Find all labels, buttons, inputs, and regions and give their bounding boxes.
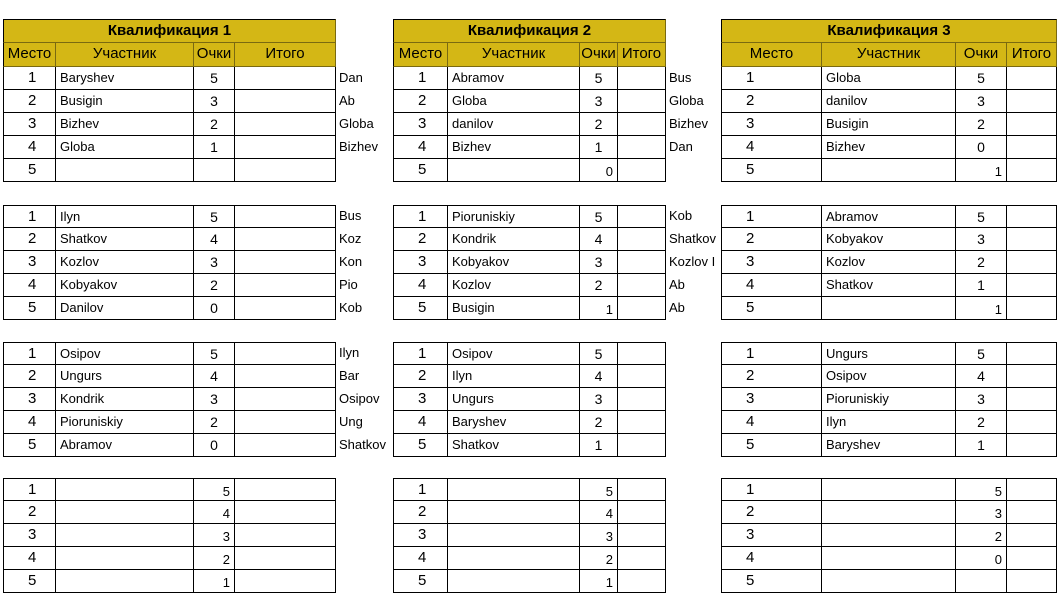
points-cell[interactable]: 5 [194, 205, 235, 228]
side-note-cell[interactable]: Ab [669, 277, 685, 292]
place-cell[interactable]: 1 [393, 478, 448, 501]
participant-cell[interactable]: Kobyakov [822, 228, 956, 251]
total-cell[interactable] [235, 228, 336, 251]
points-cell[interactable]: 3 [580, 388, 618, 411]
place-cell[interactable]: 4 [3, 411, 56, 434]
column-header: Место [393, 43, 448, 67]
side-note-cell[interactable] [336, 570, 393, 593]
participant-cell[interactable]: danilov [822, 90, 956, 113]
participant-cell[interactable] [822, 524, 956, 547]
side-note-cell[interactable] [666, 501, 721, 524]
place-cell[interactable]: 4 [721, 547, 822, 570]
side-note-cell[interactable] [666, 342, 721, 365]
total-cell[interactable] [235, 388, 336, 411]
total-cell[interactable] [1007, 388, 1057, 411]
points-cell[interactable]: 3 [194, 388, 235, 411]
table-title-3: Квалификация 3 [721, 19, 1057, 43]
total-cell[interactable] [1007, 90, 1057, 113]
participant-cell[interactable] [448, 570, 580, 593]
points-cell[interactable]: 1 [580, 434, 618, 457]
side-note-cell[interactable] [336, 159, 393, 182]
participant-cell[interactable]: Kozlov [448, 274, 580, 297]
side-note-cell[interactable]: Shatkov [669, 231, 716, 246]
participant-cell[interactable]: Kondrik [448, 228, 580, 251]
total-cell[interactable] [1007, 159, 1057, 182]
place-cell[interactable]: 5 [721, 297, 822, 320]
total-cell[interactable] [1007, 365, 1057, 388]
place-cell[interactable]: 2 [3, 90, 56, 113]
side-note-cell[interactable]: Ab [669, 300, 685, 315]
side-note-cell[interactable]: Bar [339, 368, 360, 383]
points-cell[interactable]: 3 [580, 251, 618, 274]
column-header: Место [3, 43, 56, 67]
place-cell[interactable]: 4 [721, 411, 822, 434]
participant-cell[interactable]: Bizhev [448, 136, 580, 159]
place-cell[interactable]: 2 [393, 365, 448, 388]
total-cell[interactable] [618, 547, 666, 570]
participant-cell[interactable]: Globa [448, 90, 580, 113]
place-cell[interactable]: 2 [721, 365, 822, 388]
total-cell[interactable] [1007, 274, 1057, 297]
side-note-cell[interactable]: Bus [339, 208, 362, 223]
total-cell[interactable] [618, 365, 666, 388]
points-cell[interactable] [956, 570, 1007, 593]
points-cell[interactable]: 2 [194, 411, 235, 434]
place-cell[interactable]: 5 [393, 297, 448, 320]
place-cell[interactable]: 1 [721, 67, 822, 90]
place-cell[interactable]: 1 [393, 67, 448, 90]
column-header: Участник [56, 43, 194, 67]
place-cell[interactable]: 5 [3, 159, 56, 182]
place-cell[interactable]: 2 [3, 501, 56, 524]
points-cell[interactable]: 5 [956, 342, 1007, 365]
side-note-cell[interactable]: Globa [669, 93, 704, 108]
points-cell[interactable]: 1 [194, 136, 235, 159]
points-cell[interactable]: 3 [580, 524, 618, 547]
participant-cell[interactable]: Osipov [448, 342, 580, 365]
total-cell[interactable] [618, 228, 666, 251]
total-cell[interactable] [1007, 570, 1057, 593]
participant-cell[interactable]: Ungurs [822, 342, 956, 365]
participant-cell[interactable] [448, 501, 580, 524]
participant-cell[interactable]: Ungurs [448, 388, 580, 411]
total-cell[interactable] [618, 274, 666, 297]
place-cell[interactable]: 2 [393, 501, 448, 524]
participant-cell[interactable]: Shatkov [56, 228, 194, 251]
points-cell[interactable]: 3 [956, 501, 1007, 524]
column-header: Место [721, 43, 822, 67]
side-note-cell[interactable]: Kob [339, 300, 363, 315]
place-cell[interactable]: 2 [721, 90, 822, 113]
place-cell[interactable]: 4 [3, 547, 56, 570]
side-note-cell[interactable]: Bus [669, 70, 692, 85]
participant-cell[interactable] [822, 297, 956, 320]
table-title-1: Квалификация 1 [3, 19, 336, 43]
participant-cell[interactable]: Ilyn [448, 365, 580, 388]
points-cell[interactable]: 5 [580, 205, 618, 228]
total-cell[interactable] [618, 113, 666, 136]
total-cell[interactable] [618, 67, 666, 90]
side-note-cell[interactable]: Koz [339, 231, 362, 246]
participant-cell[interactable] [822, 501, 956, 524]
total-cell[interactable] [1007, 478, 1057, 501]
participant-cell[interactable] [448, 524, 580, 547]
participant-cell[interactable]: Ungurs [56, 365, 194, 388]
points-cell[interactable]: 4 [194, 501, 235, 524]
place-cell[interactable]: 3 [393, 113, 448, 136]
side-note-cell[interactable] [666, 524, 721, 547]
participant-cell[interactable]: Kobyakov [56, 274, 194, 297]
points-cell[interactable]: 3 [956, 388, 1007, 411]
total-cell[interactable] [618, 136, 666, 159]
place-cell[interactable]: 1 [3, 342, 56, 365]
total-cell[interactable] [618, 297, 666, 320]
points-cell[interactable]: 1 [580, 570, 618, 593]
total-cell[interactable] [618, 342, 666, 365]
participant-cell[interactable]: Osipov [56, 342, 194, 365]
participant-cell[interactable]: Kozlov [822, 251, 956, 274]
participant-cell[interactable]: Ilyn [56, 205, 194, 228]
participant-cell[interactable]: Osipov [822, 365, 956, 388]
place-cell[interactable]: 1 [3, 205, 56, 228]
total-cell[interactable] [235, 365, 336, 388]
side-note-cell[interactable] [666, 365, 721, 388]
side-note-cell[interactable] [336, 501, 393, 524]
column-header: Итого [235, 43, 336, 67]
place-cell[interactable]: 4 [393, 547, 448, 570]
total-cell[interactable] [235, 524, 336, 547]
total-cell[interactable] [618, 478, 666, 501]
place-cell[interactable]: 5 [3, 434, 56, 457]
side-note-cell[interactable] [336, 478, 393, 501]
place-cell[interactable]: 3 [393, 388, 448, 411]
participant-cell[interactable]: Pioruniskiy [448, 205, 580, 228]
participant-cell[interactable]: Bizhev [822, 136, 956, 159]
points-cell[interactable]: 0 [580, 159, 618, 182]
points-cell[interactable]: 4 [580, 365, 618, 388]
place-cell[interactable]: 2 [721, 228, 822, 251]
side-note-cell[interactable]: Ilyn [339, 345, 360, 360]
participant-cell[interactable]: Busigin [56, 90, 194, 113]
total-cell[interactable] [1007, 411, 1057, 434]
place-cell[interactable]: 2 [3, 228, 56, 251]
points-cell[interactable]: 2 [194, 113, 235, 136]
total-cell[interactable] [235, 411, 336, 434]
participant-cell[interactable]: Danilov [56, 297, 194, 320]
participant-cell[interactable] [448, 159, 580, 182]
side-note-cell[interactable] [666, 411, 721, 434]
total-cell[interactable] [235, 434, 336, 457]
side-note-cell[interactable]: Globa [339, 116, 374, 131]
participant-cell[interactable]: Kondrik [56, 388, 194, 411]
total-cell[interactable] [1007, 297, 1057, 320]
place-cell[interactable]: 4 [393, 274, 448, 297]
participant-cell[interactable]: Pioruniskiy [822, 388, 956, 411]
side-note-cell[interactable]: Kozlov I [669, 254, 716, 269]
total-cell[interactable] [1007, 434, 1057, 457]
points-cell[interactable]: 5 [194, 67, 235, 90]
points-cell[interactable]: 4 [580, 501, 618, 524]
total-cell[interactable] [1007, 524, 1057, 547]
place-cell[interactable]: 4 [393, 411, 448, 434]
participant-cell[interactable]: Globa [822, 67, 956, 90]
points-cell[interactable]: 1 [194, 570, 235, 593]
place-cell[interactable]: 4 [721, 136, 822, 159]
column-header: Участник [448, 43, 580, 67]
points-cell[interactable]: 1 [956, 434, 1007, 457]
participant-cell[interactable] [448, 547, 580, 570]
total-cell[interactable] [618, 90, 666, 113]
participant-cell[interactable]: danilov [448, 113, 580, 136]
points-cell[interactable]: 5 [580, 342, 618, 365]
participant-cell[interactable]: Abramov [56, 434, 194, 457]
total-cell[interactable] [1007, 501, 1057, 524]
points-cell[interactable]: 3 [194, 524, 235, 547]
side-note-cell[interactable]: Dan [339, 70, 363, 85]
place-cell[interactable]: 2 [393, 90, 448, 113]
participant-cell[interactable]: Shatkov [822, 274, 956, 297]
total-cell[interactable] [618, 570, 666, 593]
points-cell[interactable]: 5 [956, 478, 1007, 501]
total-cell[interactable] [1007, 67, 1057, 90]
total-cell[interactable] [235, 136, 336, 159]
points-cell[interactable]: 4 [194, 228, 235, 251]
points-cell[interactable]: 2 [194, 547, 235, 570]
column-header: Очки [956, 43, 1007, 67]
place-cell[interactable]: 4 [393, 136, 448, 159]
points-cell[interactable]: 0 [194, 297, 235, 320]
points-cell[interactable]: 1 [580, 297, 618, 320]
points-cell[interactable]: 1 [956, 297, 1007, 320]
place-cell[interactable]: 4 [3, 136, 56, 159]
points-cell[interactable]: 0 [956, 136, 1007, 159]
participant-cell[interactable]: Globa [56, 136, 194, 159]
place-cell[interactable]: 5 [721, 434, 822, 457]
place-cell[interactable]: 3 [721, 113, 822, 136]
total-cell[interactable] [235, 90, 336, 113]
side-note-cell[interactable] [666, 159, 721, 182]
points-cell[interactable]: 1 [956, 159, 1007, 182]
points-cell[interactable]: 0 [956, 547, 1007, 570]
total-cell[interactable] [1007, 547, 1057, 570]
points-cell[interactable]: 3 [194, 90, 235, 113]
side-note-cell[interactable] [666, 434, 721, 457]
participant-cell[interactable]: Busigin [448, 297, 580, 320]
side-note-cell[interactable]: Osipov [339, 391, 380, 406]
points-cell[interactable]: 2 [580, 113, 618, 136]
place-cell[interactable]: 5 [3, 297, 56, 320]
column-header: Участник [822, 43, 956, 67]
place-cell[interactable]: 5 [393, 570, 448, 593]
total-cell[interactable] [618, 205, 666, 228]
participant-cell[interactable]: Kobyakov [448, 251, 580, 274]
points-cell[interactable]: 1 [580, 136, 618, 159]
total-cell[interactable] [235, 67, 336, 90]
participant-cell[interactable]: Baryshev [56, 67, 194, 90]
place-cell[interactable]: 1 [721, 478, 822, 501]
place-cell[interactable]: 3 [721, 251, 822, 274]
place-cell[interactable]: 3 [393, 251, 448, 274]
points-cell[interactable]: 4 [956, 365, 1007, 388]
points-cell[interactable] [194, 159, 235, 182]
place-cell[interactable]: 1 [3, 67, 56, 90]
points-cell[interactable]: 4 [194, 365, 235, 388]
column-header: Итого [618, 43, 666, 67]
participant-cell[interactable]: Abramov [822, 205, 956, 228]
side-note-cell[interactable]: Shatkov [339, 437, 386, 452]
points-cell[interactable]: 3 [194, 251, 235, 274]
points-cell[interactable]: 4 [580, 228, 618, 251]
side-note-cell[interactable]: Dan [669, 139, 693, 154]
points-cell[interactable]: 5 [194, 342, 235, 365]
place-cell[interactable]: 5 [3, 570, 56, 593]
total-cell[interactable] [1007, 251, 1057, 274]
total-cell[interactable] [618, 411, 666, 434]
points-cell[interactable]: 3 [956, 90, 1007, 113]
participant-cell[interactable] [56, 524, 194, 547]
column-header: Очки [194, 43, 235, 67]
total-cell[interactable] [1007, 228, 1057, 251]
total-cell[interactable] [235, 478, 336, 501]
total-cell[interactable] [1007, 113, 1057, 136]
participant-cell[interactable] [822, 547, 956, 570]
points-cell[interactable]: 2 [194, 274, 235, 297]
place-cell[interactable]: 3 [3, 251, 56, 274]
place-cell[interactable]: 5 [393, 159, 448, 182]
points-cell[interactable]: 5 [956, 205, 1007, 228]
table-title-2: Квалификация 2 [393, 19, 666, 43]
place-cell[interactable]: 3 [393, 524, 448, 547]
place-cell[interactable]: 3 [3, 388, 56, 411]
points-cell[interactable]: 2 [580, 547, 618, 570]
total-cell[interactable] [235, 570, 336, 593]
participant-cell[interactable] [56, 478, 194, 501]
participant-cell[interactable] [822, 570, 956, 593]
participant-cell[interactable]: Ilyn [822, 411, 956, 434]
total-cell[interactable] [235, 547, 336, 570]
side-note-cell[interactable] [666, 547, 721, 570]
total-cell[interactable] [235, 113, 336, 136]
column-header: Очки [580, 43, 618, 67]
place-cell[interactable]: 4 [721, 274, 822, 297]
side-note-cell[interactable] [336, 524, 393, 547]
total-cell[interactable] [618, 251, 666, 274]
total-cell[interactable] [618, 159, 666, 182]
place-cell[interactable]: 3 [721, 388, 822, 411]
side-note-cell[interactable] [666, 478, 721, 501]
total-cell[interactable] [235, 501, 336, 524]
participant-cell[interactable]: Busigin [822, 113, 956, 136]
place-cell[interactable]: 1 [721, 342, 822, 365]
points-cell[interactable]: 2 [580, 274, 618, 297]
participant-cell[interactable] [56, 501, 194, 524]
points-cell[interactable]: 1 [956, 274, 1007, 297]
place-cell[interactable]: 3 [721, 524, 822, 547]
participant-cell[interactable]: Baryshev [822, 434, 956, 457]
column-header: Итого [1007, 43, 1057, 67]
place-cell[interactable]: 2 [393, 228, 448, 251]
place-cell[interactable]: 4 [3, 274, 56, 297]
total-cell[interactable] [235, 274, 336, 297]
side-note-cell[interactable]: Kon [339, 254, 363, 269]
points-cell[interactable]: 0 [194, 434, 235, 457]
place-cell[interactable]: 2 [721, 501, 822, 524]
points-cell[interactable]: 2 [580, 411, 618, 434]
participant-cell[interactable]: Kozlov [56, 251, 194, 274]
place-cell[interactable]: 5 [721, 159, 822, 182]
points-cell[interactable]: 2 [956, 411, 1007, 434]
total-cell[interactable] [235, 159, 336, 182]
points-cell[interactable]: 5 [580, 478, 618, 501]
participant-cell[interactable] [56, 159, 194, 182]
side-note-cell[interactable] [666, 570, 721, 593]
points-cell[interactable]: 3 [956, 228, 1007, 251]
place-cell[interactable]: 1 [393, 342, 448, 365]
side-note-cell[interactable]: Bizhev [669, 116, 709, 131]
points-cell[interactable]: 3 [580, 90, 618, 113]
total-cell[interactable] [1007, 136, 1057, 159]
side-note-cell[interactable]: Pio [339, 277, 358, 292]
participant-cell[interactable] [448, 478, 580, 501]
side-note-cell[interactable]: Ab [339, 93, 355, 108]
place-cell[interactable]: 1 [393, 205, 448, 228]
points-cell[interactable]: 2 [956, 113, 1007, 136]
participant-cell[interactable] [822, 478, 956, 501]
points-cell[interactable]: 5 [956, 67, 1007, 90]
place-cell[interactable]: 1 [3, 478, 56, 501]
points-cell[interactable]: 2 [956, 251, 1007, 274]
side-note-cell[interactable]: Kob [669, 208, 693, 223]
participant-cell[interactable]: Pioruniskiy [56, 411, 194, 434]
place-cell[interactable]: 5 [721, 570, 822, 593]
participant-cell[interactable]: Shatkov [448, 434, 580, 457]
participant-cell[interactable]: Bizhev [56, 113, 194, 136]
total-cell[interactable] [235, 205, 336, 228]
side-note-cell[interactable]: Ung [339, 414, 363, 429]
total-cell[interactable] [1007, 205, 1057, 228]
points-cell[interactable]: 5 [580, 67, 618, 90]
side-note-cell[interactable] [336, 547, 393, 570]
total-cell[interactable] [235, 297, 336, 320]
points-cell[interactable]: 2 [956, 524, 1007, 547]
participant-cell[interactable] [56, 570, 194, 593]
total-cell[interactable] [618, 434, 666, 457]
place-cell[interactable]: 1 [721, 205, 822, 228]
total-cell[interactable] [1007, 342, 1057, 365]
total-cell[interactable] [618, 388, 666, 411]
total-cell[interactable] [618, 524, 666, 547]
total-cell[interactable] [618, 501, 666, 524]
points-cell[interactable]: 5 [194, 478, 235, 501]
place-cell[interactable]: 3 [3, 524, 56, 547]
total-cell[interactable] [235, 251, 336, 274]
side-note-cell[interactable] [666, 388, 721, 411]
place-cell[interactable]: 5 [393, 434, 448, 457]
participant-cell[interactable]: Baryshev [448, 411, 580, 434]
side-note-cell[interactable]: Bizhev [339, 139, 379, 154]
participant-cell[interactable] [56, 547, 194, 570]
place-cell[interactable]: 2 [3, 365, 56, 388]
participant-cell[interactable]: Abramov [448, 67, 580, 90]
place-cell[interactable]: 3 [3, 113, 56, 136]
total-cell[interactable] [235, 342, 336, 365]
participant-cell[interactable] [822, 159, 956, 182]
